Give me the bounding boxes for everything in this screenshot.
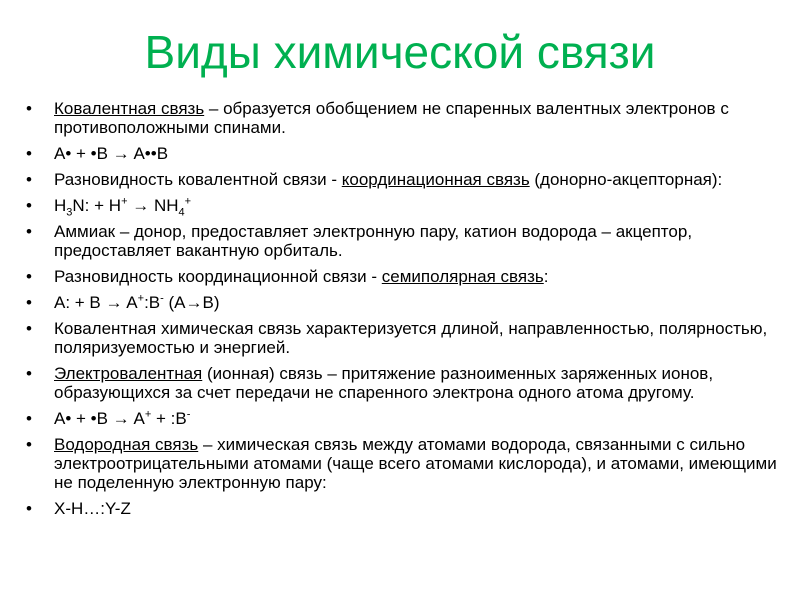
bullet-text: (A→B) xyxy=(163,293,220,312)
subscript: 4 xyxy=(178,206,185,219)
bullet-item xyxy=(24,144,792,163)
bullet-text: – химическая связь между атомами водорода, связанными с сильно электроотрицательными атомами (чаще всего атомами кислорода), и атомами, имеющими не поделенную электронную пару: xyxy=(54,435,777,492)
bullet-text: Разновидность ковалентной связи - xyxy=(54,170,342,189)
bullet-text: Ковалентная химическая связь характеризуется длиной, направленностью, полярностью, поляризуемостью и энергией. xyxy=(54,319,768,357)
superscript: + xyxy=(144,408,152,421)
superscript: + xyxy=(184,195,192,208)
bullet-text: X-H…:Y-Z xyxy=(54,499,131,518)
bullet-text: A• + •B → A••B xyxy=(54,144,169,163)
bullet-item xyxy=(24,293,792,312)
bullet-text: → NH xyxy=(127,196,179,215)
bullet-text: H xyxy=(54,196,67,215)
bullet-item xyxy=(24,170,792,189)
bullet-text: (донорно-акцепторная): xyxy=(529,170,723,189)
bullet-text: :B xyxy=(144,293,161,312)
term-underlined: Ковалентная связь xyxy=(54,99,205,118)
superscript: + xyxy=(121,195,128,208)
term-underlined: Электровалентная xyxy=(54,364,203,383)
term-underlined: Водородная связь xyxy=(54,435,199,454)
bullet-item xyxy=(24,499,792,518)
bullet-text: A• + •B → A xyxy=(54,409,145,428)
bullet-item xyxy=(24,319,792,357)
bullet-item xyxy=(24,99,792,137)
bullet-item xyxy=(24,435,792,492)
superscript: + xyxy=(137,292,145,305)
bullet-text: – образуется обобщением не спаренных валентных электронов с противоположными спинами. xyxy=(54,99,729,137)
bullet-text: (ионная) связь – притяжение разноименных заряженных ионов, образующихся за счет передачи не спаренного электрона одного атома другому. xyxy=(54,364,714,402)
slide-title: Виды химической связи xyxy=(144,26,656,78)
bullet-text: Аммиак – донор, предоставляет электронную пару, катион водорода – акцептор, предоставляет вакантную орбиталь. xyxy=(54,222,693,260)
bullet-text: A: + B → A xyxy=(54,293,138,312)
superscript: - xyxy=(160,292,164,305)
bullet-item xyxy=(24,195,792,219)
bullet-item xyxy=(24,267,792,286)
bullet-text: + :B xyxy=(151,409,187,428)
subscript: 3 xyxy=(66,206,73,219)
term-underlined: семиполярная связь xyxy=(381,267,544,286)
term-underlined: координационная связь xyxy=(341,170,530,189)
bullet-text: N: + H xyxy=(72,196,122,215)
bullet-item xyxy=(24,222,792,260)
bullet-list xyxy=(24,99,792,525)
bullet-text: Разновидность координационной связи - xyxy=(54,267,382,286)
superscript: - xyxy=(186,408,191,421)
bullet-item xyxy=(24,409,792,428)
bullet-item xyxy=(24,364,792,402)
bullet-text: : xyxy=(543,267,549,286)
